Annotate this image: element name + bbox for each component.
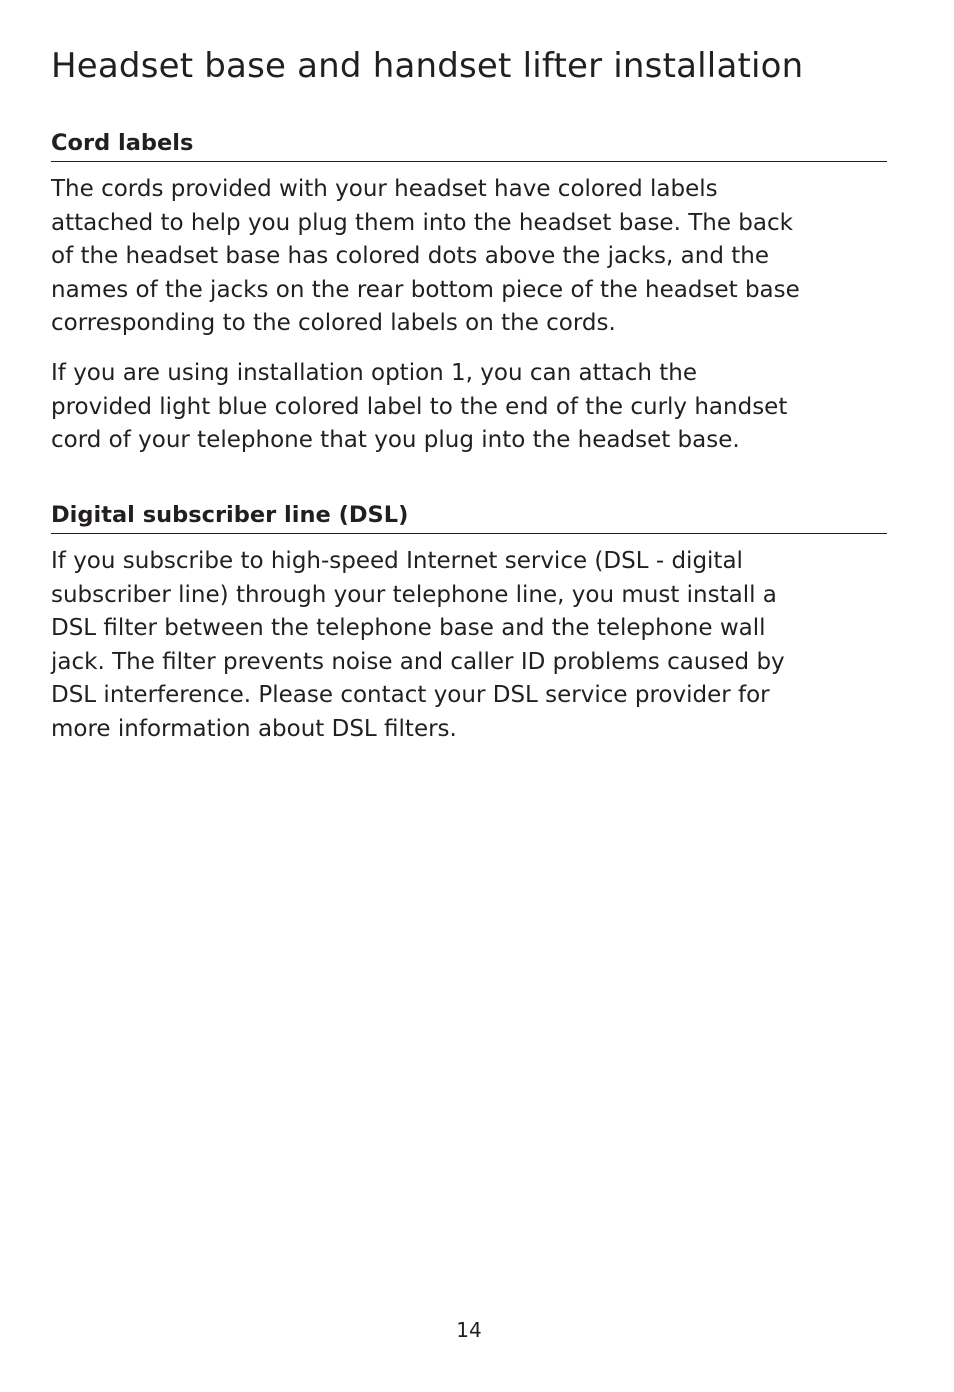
text-line: of the headset base has colored dots above the jacks, and the bbox=[51, 243, 769, 270]
paragraph bbox=[51, 173, 887, 341]
text-line: DSL interference. Please contact your DSL service provider for bbox=[51, 682, 770, 709]
paragraph bbox=[51, 545, 887, 747]
section-heading: Cord labels bbox=[51, 127, 887, 162]
section-cord-labels bbox=[51, 127, 887, 458]
text-line: corresponding to the colored labels on the cords. bbox=[51, 310, 616, 337]
text-line: names of the jacks on the rear bottom piece of the headset base bbox=[51, 276, 800, 303]
text-line: DSL filter between the telephone base and the telephone wall bbox=[51, 615, 766, 642]
section-heading: Digital subscriber line (DSL) bbox=[51, 499, 887, 534]
text-line: The cords provided with your headset have colored labels bbox=[51, 176, 718, 202]
text-line: more information about DSL filters. bbox=[51, 715, 457, 742]
text-line: If you are using installation option 1, you can attach the bbox=[51, 359, 698, 386]
text-line: provided light blue colored label to the end of the curly handset bbox=[51, 393, 788, 420]
paragraph bbox=[51, 357, 887, 458]
page-number: 14 bbox=[456, 1318, 482, 1342]
text-line: jack. The filter prevents noise and caller ID problems caused by bbox=[51, 648, 785, 675]
page-title: Headset base and handset lifter installation bbox=[51, 46, 804, 86]
text-line: cord of your telephone that you plug into the headset base. bbox=[51, 427, 740, 454]
text-line: If you subscribe to high-speed Internet service (DSL - digital bbox=[51, 548, 743, 574]
text-line: attached to help you plug them into the headset base. The back bbox=[51, 209, 793, 236]
section-dsl bbox=[51, 499, 887, 747]
text-line: subscriber line) through your telephone line, you must install a bbox=[51, 581, 777, 608]
